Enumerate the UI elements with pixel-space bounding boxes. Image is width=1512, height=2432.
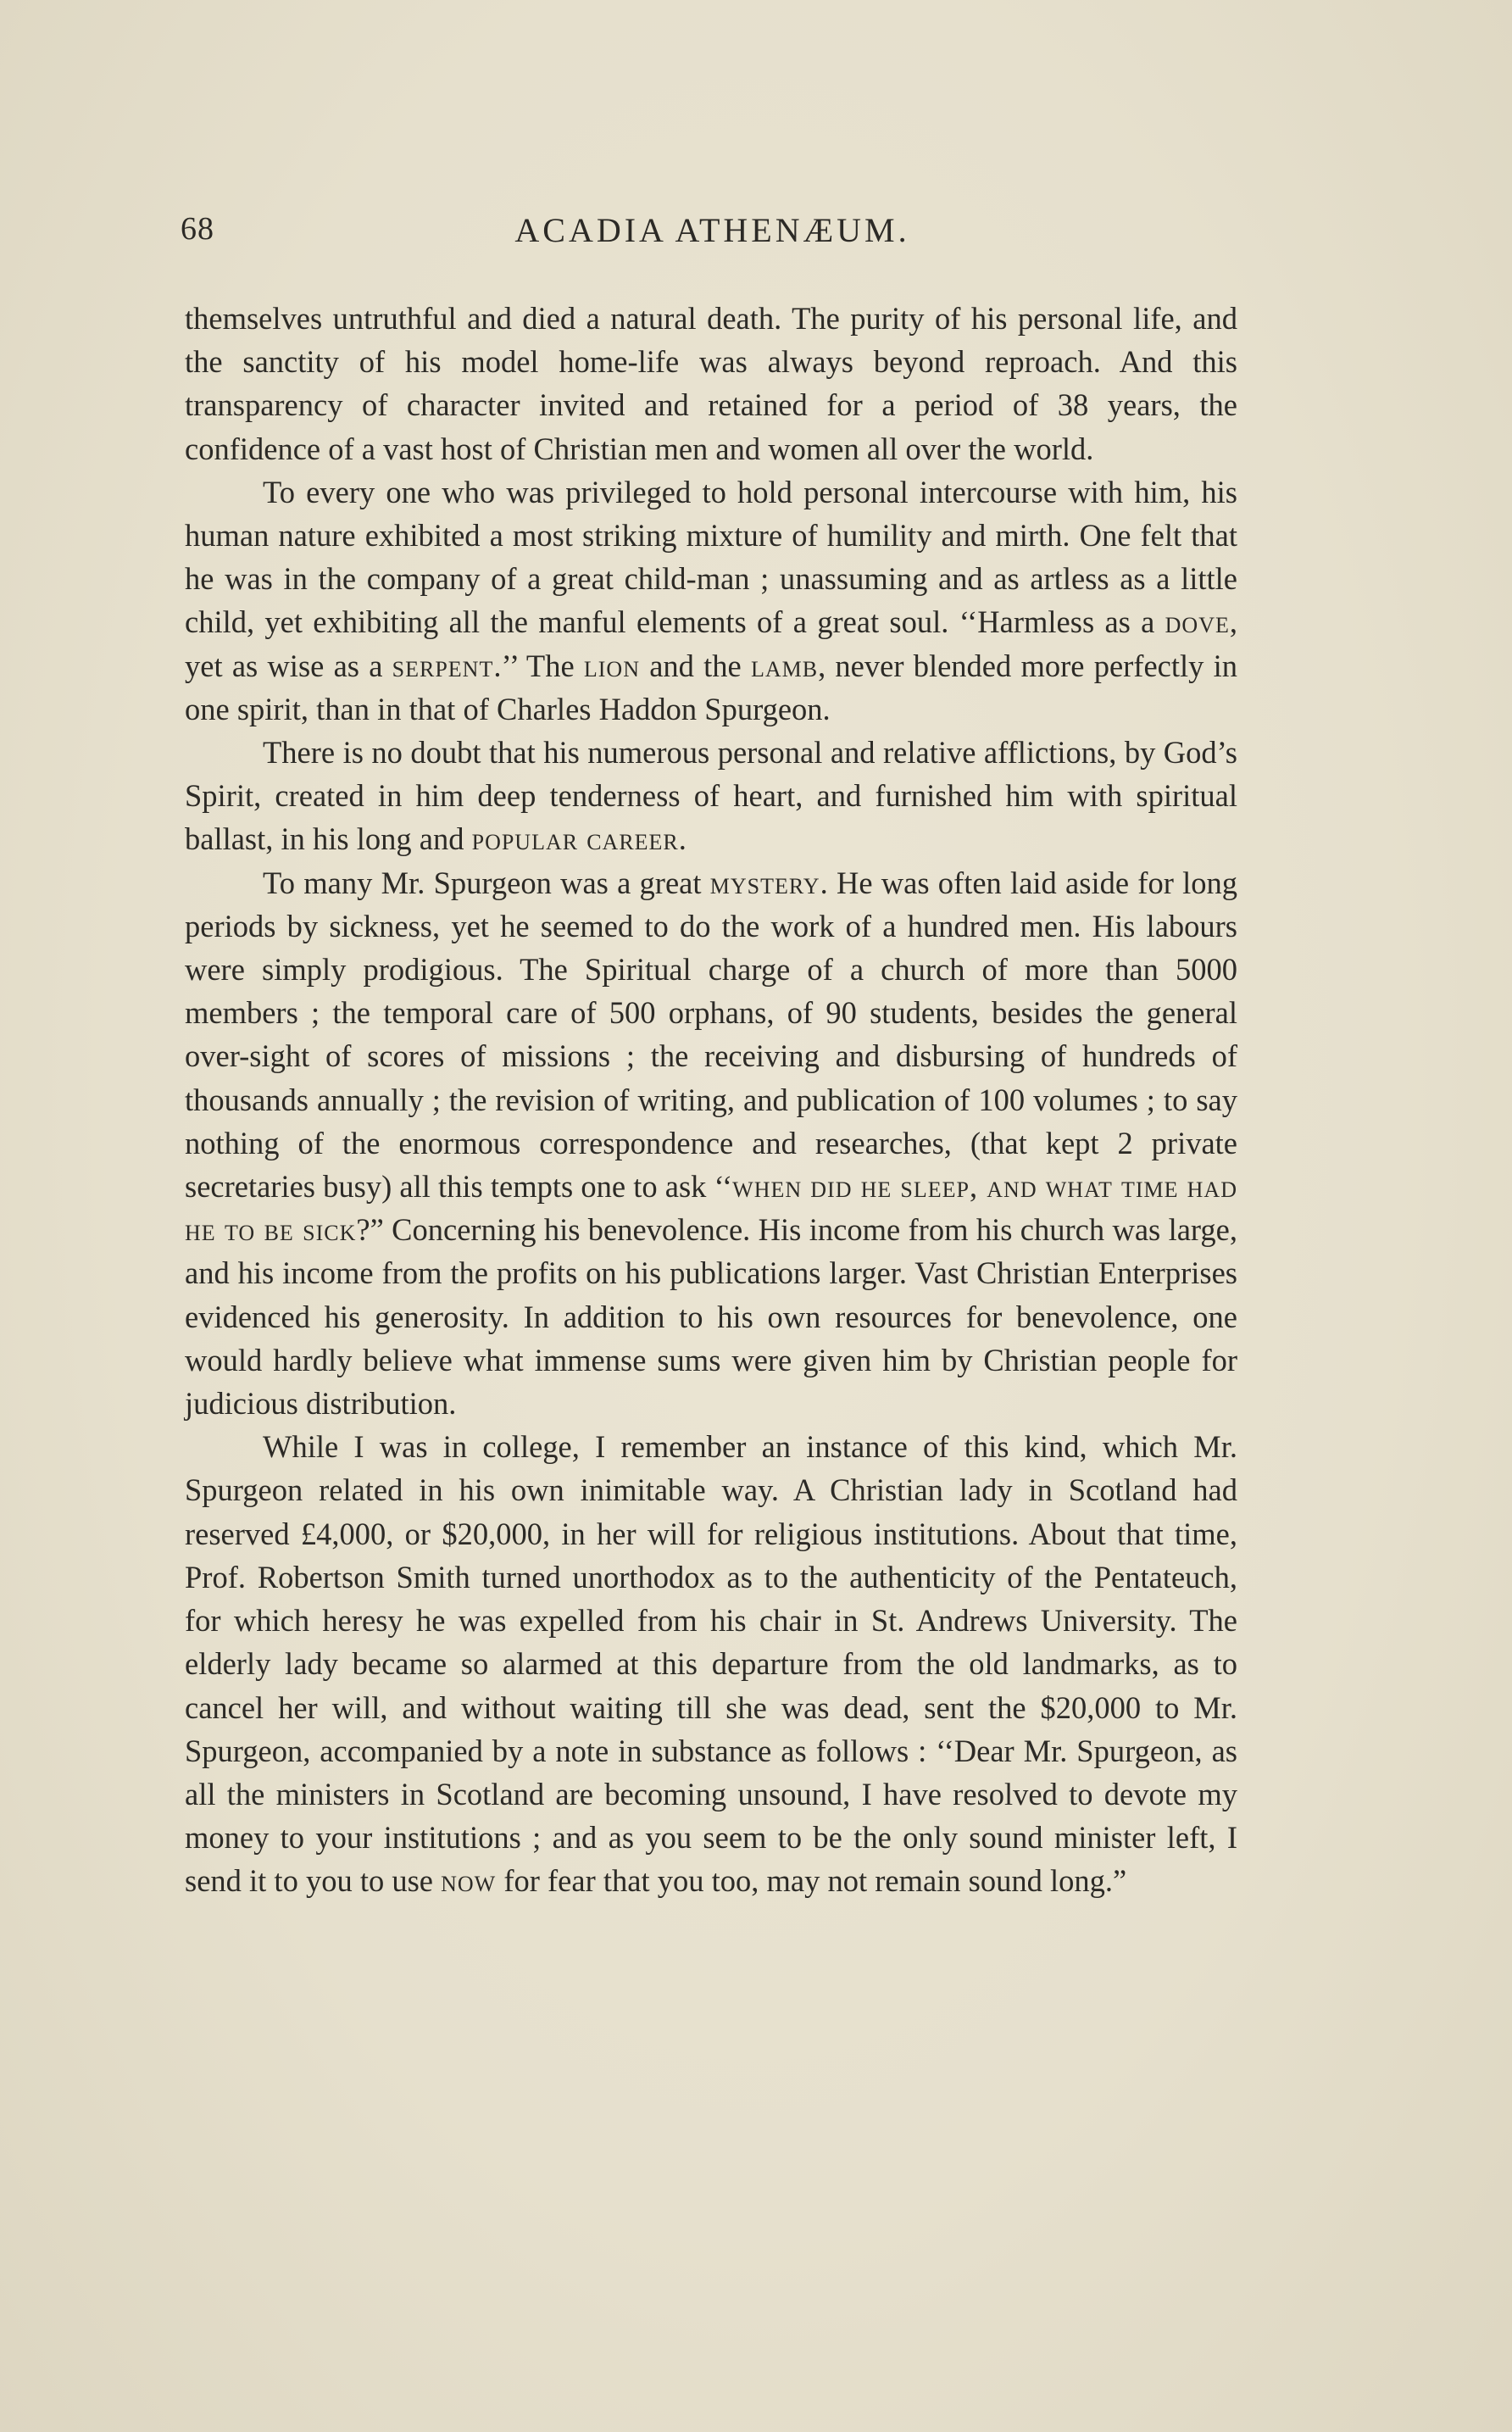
text-run: .’’ The <box>493 648 584 683</box>
small-caps-text: lion <box>583 648 640 683</box>
small-caps-text: dove <box>1165 604 1230 640</box>
text-run: . <box>678 821 687 857</box>
text-run: , never blended more perfectly in one spirit, than in that of Charles Haddon Spurgeon. <box>185 648 1237 726</box>
body-paragraph <box>185 861 1237 1426</box>
body-paragraph <box>185 1425 1237 1902</box>
text-run: and the <box>639 648 751 683</box>
small-caps-text: serpent <box>392 648 494 683</box>
text-run: There is no doubt that his numerous personal and relative afflictions, by God’s Spirit, created in him deep tenderness of heart, and furnished him with spiritual ballast, in his long and <box>185 735 1237 857</box>
running-title: ACADIA ATHENÆUM. <box>514 211 910 249</box>
body-paragraph <box>185 470 1237 731</box>
text-run: , yet as wise as a <box>185 604 1237 683</box>
text-run: for fear that you too, may not remain sound long.” <box>496 1863 1127 1899</box>
body-paragraph <box>185 297 1237 470</box>
body-paragraph <box>185 731 1237 861</box>
text-run: ?” Concerning his benevolence. His income from his church was large, and his income from the profits on his publications larger. Vast Christian Enterprises evidenced his generosity. In addition to his own resources for benevolence, one would hardly believe what immense sums were given him by Christian people for judicious distribution. <box>185 1212 1237 1422</box>
small-caps-text: popular career <box>471 821 679 857</box>
text-run: . He was often laid aside for long periods by sickness, yet he seemed to do the work of a hundred men. His labours were simply prodigious. The Spiritual charge of a church of more than 5000 members ; the temporal care of 500 orphans, of 90 students, besides the general over-sight of scores of missions ; the receiving and disbursing of hundreds of thousands annually ; the revision of writing, and publication of 100 volumes ; to say nothing of the enormous correspondence and researches, (that kept 2 private secretaries busy) all this tempts one to ask ‘‘ <box>185 865 1237 1205</box>
page-number: 68 <box>181 211 214 247</box>
small-caps-text: mystery <box>709 865 820 900</box>
article-body <box>185 297 1237 1903</box>
small-caps-text: lamb <box>750 648 819 683</box>
page-header <box>181 210 1244 261</box>
small-caps-text: when did he sleep, and what time had he to be sick <box>185 1169 1237 1248</box>
text-run: themselves untruthful and died a natural death. The purity of his personal life, and the sanctity of his model home-life was always beyond reproach. And this transparency of character invited and retained for a period of 38 years, the confidence of a vast host of Christian men and women all over the world. <box>185 301 1237 466</box>
text-run: To every one who was privileged to hold personal intercourse with him, his human nature exhibited a most striking mixture of humility and mirth. One felt that he was in the company of a great child-man ; unassuming and as artless as a little child, yet exhibiting all the manful elements of a great soul. ‘‘Harmless as a <box>185 474 1237 640</box>
small-caps-text: now <box>441 1863 497 1899</box>
text-run: While I was in college, I remember an instance of this kind, which Mr. Spurgeon related in his own inimitable way. A Christian lady in Scotland had reserved £4,000, or $20,000, in her will for religious institutions. About that time, Prof. Robertson Smith turned unorthodox as to the authenticity of the Pentateuch, for which heresy he was expelled from his chair in St. Andrews University. The elderly lady became so alarmed at this departure from the old landmarks, as to cancel her will, and without waiting till she was dead, sent the $20,000 to Mr. Spurgeon, accompanied by a note in substance as follows : ‘‘Dear Mr. Spurgeon, as all the ministers in Scotland are becoming unsound, I have resolved to devote my money to your institutions ; and as you seem to be the only sound minister left, I send it to you to use <box>185 1429 1237 1899</box>
text-run: To many Mr. Spurgeon was a great <box>263 865 710 900</box>
